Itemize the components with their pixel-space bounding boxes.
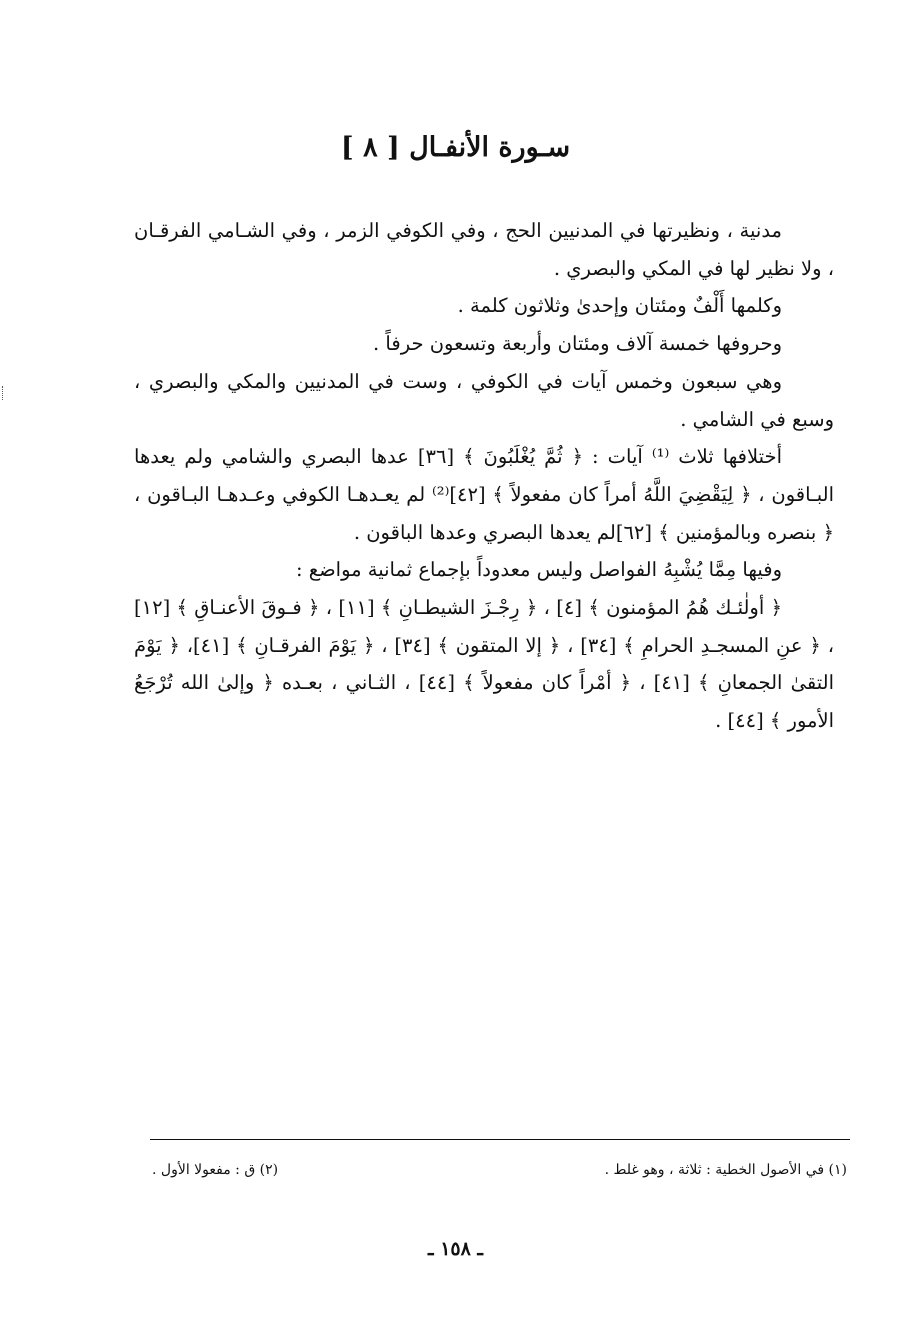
footnote-divider bbox=[150, 1139, 850, 1140]
scan-edge-mark bbox=[2, 386, 6, 400]
body-text bbox=[134, 212, 834, 740]
surah-title: سـورة الأنفـال [ ٨ ] bbox=[340, 132, 571, 163]
paragraph-letter-count: وحروفها خمسة آلاف ومئتان وأربعة وتسعون حرفاً . bbox=[373, 332, 782, 356]
paragraph-similar-list: ﴿ أولٰئـك هُمُ المؤمنون ﴾ [٤] ، ﴿ رِجْـزَ الشيطـانِ ﴾ [١١] ، ﴿ فـوقَ الأعنـاقِ ﴾ [١٢] ، ﴿ عنِ المسجـدِ الحرامِ ﴾ [٣٤] ، ﴿ إلا المتقون ﴾ [٣٤] ، ﴿ يَوْمَ الفرقـانِ ﴾ [٤١]، ﴿ يَوْمَ التقىٰ الجمعانِ ﴾ [٤١] ، ﴿ أمْراً كان مفعولاً ﴾ [٤٤] ، الثـاني ، بعـده ﴿ وإلىٰ الله تُرْجَعُ الأمور ﴾ [٤٤] . bbox=[134, 596, 834, 733]
paragraph-similar-intro: وفيها مِمَّا يُشْبِهُ الفواصل وليس معدوداً بإجماع ثمانية مواضع : bbox=[295, 558, 782, 582]
paragraph-differences: أختلافها ثلاث ⁽¹⁾ آيات : ﴿ ثُمَّ يُغْلَبُونَ ﴾ [٣٦] عدها البصري والشامي ولم يعدها البـاقون ، ﴿ لِيَقْضِيَ اللَّهُ أمراً كان مفعولاً ﴾ [٤٢]⁽²⁾ لم يعـدهـا الكوفي وعـدهـا البـاقون ، ﴿ بنصره وبالمؤمنين ﴾ [٦٢]لم يعدها البصري وعدها الباقون . bbox=[134, 445, 834, 544]
paragraph-revelation: مدنية ، ونظيرتها في المدنيين الحج ، وفي الكوفي الزمر ، وفي الشـامي الفرقـان ، ولا نظير لها في المكي والبصري . bbox=[134, 219, 834, 280]
footnote-2: (٢) ق : مفعولا الأول . bbox=[152, 1162, 279, 1178]
paragraph-verse-count: وهي سبعون وخمس آيات في الكوفي ، وست في المدنيين والمكي والبصري ، وسبع في الشامي . bbox=[134, 369, 834, 431]
page-number: ـ ١٥٨ ـ bbox=[428, 1238, 483, 1260]
footnote-1: (١) في الأصول الخطية : ثلاثة ، وهو غلط . bbox=[604, 1162, 847, 1178]
paragraph-word-count: وكلمها أَلْفٌ ومئتان وإحدىٰ وثلاثون كلمة . bbox=[457, 294, 782, 318]
